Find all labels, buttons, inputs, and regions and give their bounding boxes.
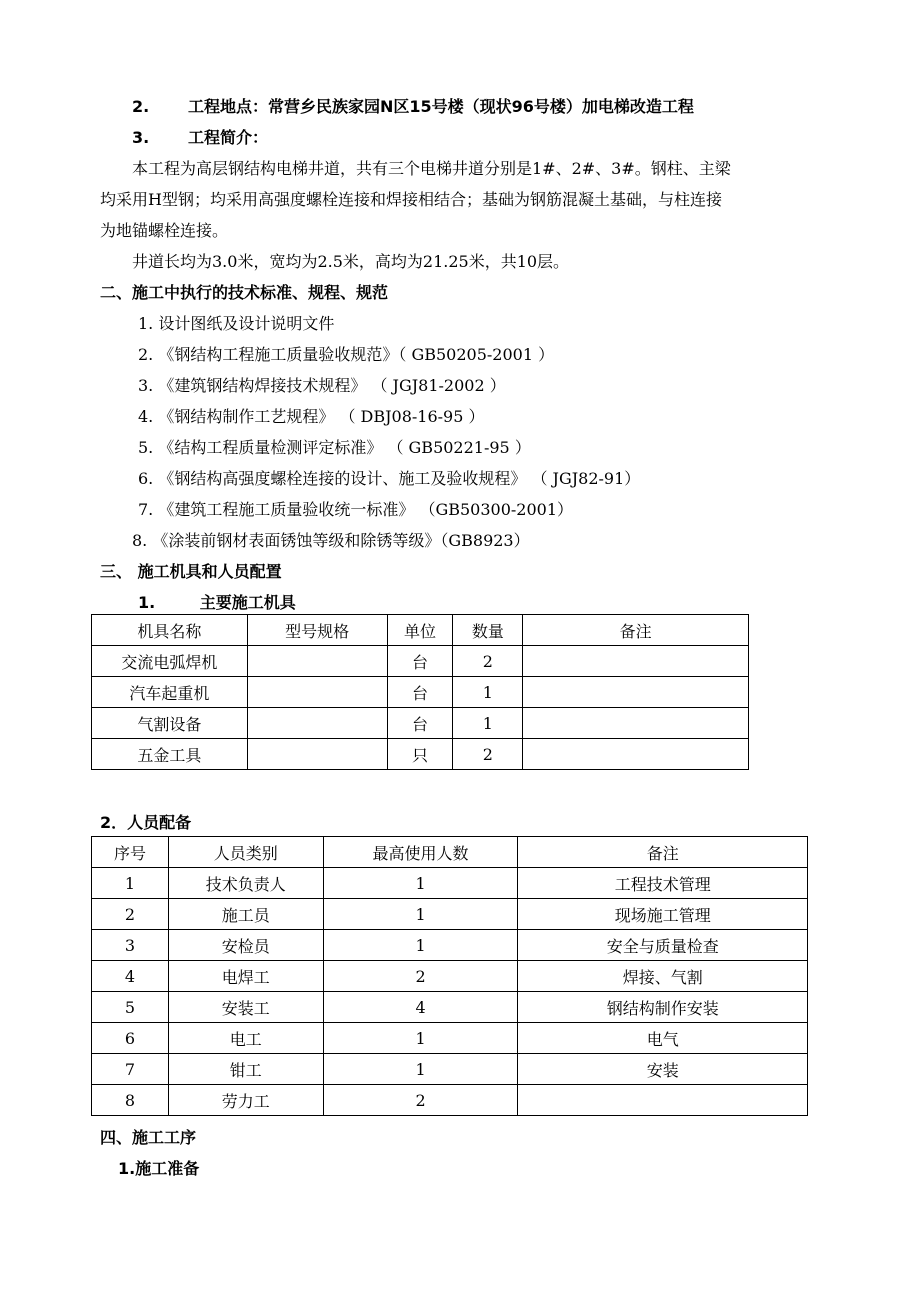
table-cell [523, 739, 749, 770]
standard-item-5: 5. 《结构工程质量检测评定标准》 （ GB50221-95 ） [138, 438, 531, 457]
header-cell: 数量 [453, 615, 523, 646]
intro-paragraph-line-3: 为地锚螺栓连接。 [100, 221, 229, 240]
table-row [92, 930, 808, 961]
table-cell [523, 677, 749, 708]
item-3-number: 3. [132, 128, 150, 147]
staff-subtitle: 2．人员配备 [100, 813, 192, 832]
table-cell: 2 [453, 646, 523, 677]
staff-table [91, 836, 808, 1116]
table-cell: 现场施工管理 [518, 899, 808, 930]
table-cell: 1 [92, 868, 169, 899]
table-cell: 2 [92, 899, 169, 930]
table-row [92, 961, 808, 992]
table-row [92, 1023, 808, 1054]
equipment-table-header [92, 615, 749, 646]
header-cell: 备注 [523, 615, 749, 646]
staff-table-header [92, 837, 808, 868]
table-cell: 五金工具 [92, 739, 248, 770]
table-row [92, 1085, 808, 1116]
table-cell: 1 [323, 1054, 518, 1085]
table-cell: 技术负责人 [168, 868, 323, 899]
table-cell: 台 [387, 646, 453, 677]
standard-item-4: 4. 《钢结构制作工艺规程》 （ DBJ08-16-95 ） [138, 407, 485, 426]
table-row [92, 899, 808, 930]
table-cell [247, 677, 387, 708]
table-cell: 交流电弧焊机 [92, 646, 248, 677]
header-cell: 序号 [92, 837, 169, 868]
table-cell: 1 [453, 677, 523, 708]
table-cell: 8 [92, 1085, 169, 1116]
section-3-title: 三、 施工机具和人员配置 [100, 562, 282, 581]
table-cell: 安装工 [168, 992, 323, 1023]
table-cell: 电工 [168, 1023, 323, 1054]
table-cell: 台 [387, 677, 453, 708]
table-cell: 5 [92, 992, 169, 1023]
standard-item-7: 7. 《建筑工程施工质量验收统一标准》 （GB50300-2001） [138, 500, 574, 519]
table-cell: 只 [387, 739, 453, 770]
table-cell: 焊接、气割 [518, 961, 808, 992]
standard-item-2: 2. 《钢结构工程施工质量验收规范》（ GB50205-2001 ） [138, 345, 555, 364]
table-cell: 1 [323, 899, 518, 930]
header-cell: 备注 [518, 837, 808, 868]
section-2-title: 二、施工中执行的技术标准、规程、规范 [100, 283, 389, 302]
equipment-table [91, 614, 749, 770]
standard-item-8: 8. 《涂装前钢材表面锈蚀等级和除锈等级》（GB8923） [132, 531, 530, 550]
header-cell: 人员类别 [168, 837, 323, 868]
table-cell: 1 [323, 1023, 518, 1054]
table-cell [247, 708, 387, 739]
table-row [92, 646, 749, 677]
table-cell: 工程技术管理 [518, 868, 808, 899]
table-cell: 2 [453, 739, 523, 770]
table-cell: 劳力工 [168, 1085, 323, 1116]
table-cell: 安检员 [168, 930, 323, 961]
table-cell [518, 1085, 808, 1116]
table-cell: 4 [92, 961, 169, 992]
table-row [92, 677, 749, 708]
standard-item-6: 6. 《钢结构高强度螺栓连接的设计、施工及验收规程》 （ JGJ82-91） [138, 469, 641, 488]
table-row [92, 739, 749, 770]
table-cell: 钳工 [168, 1054, 323, 1085]
table-cell: 2 [323, 1085, 518, 1116]
table-cell: 气割设备 [92, 708, 248, 739]
table-cell: 3 [92, 930, 169, 961]
table-cell: 电焊工 [168, 961, 323, 992]
header-cell: 单位 [387, 615, 453, 646]
table-cell: 安全与质量检查 [518, 930, 808, 961]
table-cell: 汽车起重机 [92, 677, 248, 708]
table-cell: 4 [323, 992, 518, 1023]
table-cell [247, 646, 387, 677]
intro-paragraph-line-2: 均采用H型钢；均采用高强度螺栓连接和焊接相结合；基础为钢筋混凝土基础，与柱连接 [100, 190, 722, 209]
table-cell: 1 [323, 930, 518, 961]
item-2-number: 2. [132, 97, 150, 116]
table-row [92, 708, 749, 739]
table-cell: 2 [323, 961, 518, 992]
table-row [92, 1054, 808, 1085]
standard-item-1: 1. 设计图纸及设计说明文件 [138, 314, 335, 333]
equipment-subtitle: 1. 主要施工机具 [138, 593, 296, 612]
intro-paragraph-line-1: 本工程为高层钢结构电梯井道，共有三个电梯井道分别是1#、2#、3#。钢柱、主梁 [132, 159, 731, 178]
table-cell: 1 [453, 708, 523, 739]
table-cell: 1 [323, 868, 518, 899]
table-cell: 7 [92, 1054, 169, 1085]
header-cell: 型号规格 [247, 615, 387, 646]
section-4-title: 四、施工工序 [100, 1128, 197, 1147]
shaft-dimensions: 井道长均为3.0米，宽均为2.5米，高均为21.25米，共10层。 [132, 252, 570, 271]
table-cell: 6 [92, 1023, 169, 1054]
project-location: 工程地点：常营乡民族家园N区15号楼（现状96号楼）加电梯改造工程 [188, 97, 694, 116]
project-intro-heading: 工程简介： [188, 128, 269, 147]
preparation-subtitle: 1.施工准备 [118, 1159, 200, 1178]
table-cell: 电气 [518, 1023, 808, 1054]
table-row [92, 992, 808, 1023]
table-row [92, 868, 808, 899]
header-cell: 机具名称 [92, 615, 248, 646]
table-cell: 施工员 [168, 899, 323, 930]
table-cell: 钢结构制作安装 [518, 992, 808, 1023]
table-cell: 安装 [518, 1054, 808, 1085]
table-cell: 台 [387, 708, 453, 739]
table-cell [523, 646, 749, 677]
table-cell [247, 739, 387, 770]
table-cell [523, 708, 749, 739]
standard-item-3: 3. 《建筑钢结构焊接技术规程》 （ JGJ81-2002 ） [138, 376, 506, 395]
header-cell: 最高使用人数 [323, 837, 518, 868]
